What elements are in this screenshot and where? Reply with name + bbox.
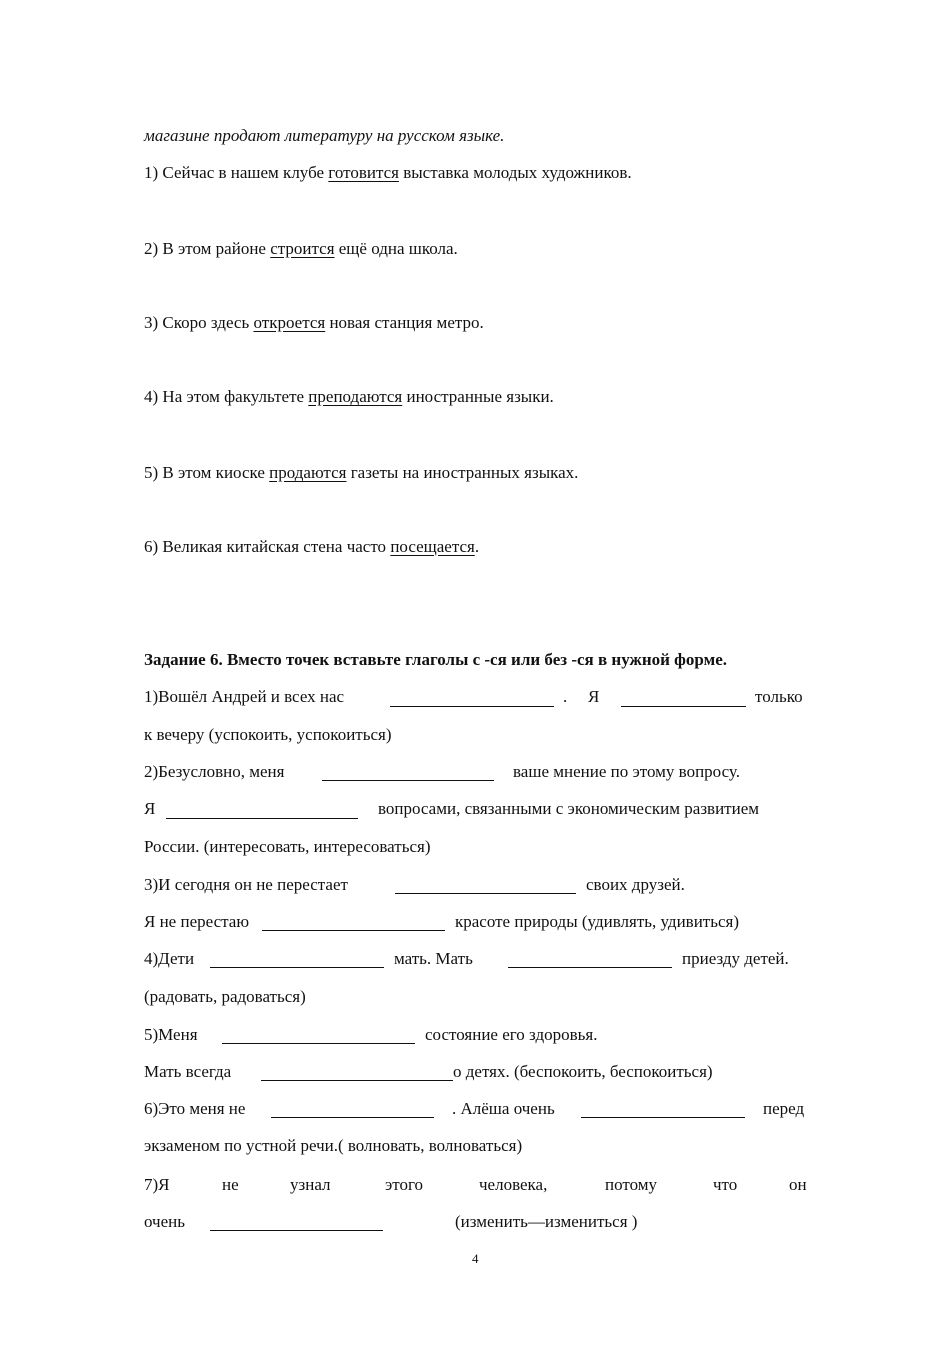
t12-mid: . Алёша очень	[452, 1099, 555, 1118]
t8-mid: мать. Мать	[394, 949, 473, 968]
intro-text: магазине продают литературу на русском языке.	[144, 126, 505, 145]
t6-text: 3)И сегодня он не перестает	[144, 875, 348, 894]
answer-blank[interactable]	[261, 1080, 453, 1081]
answer-blank[interactable]	[262, 930, 445, 931]
t14-w3: этого	[385, 1175, 424, 1194]
t1-end: только	[755, 687, 803, 706]
t10-end: состояние его здоровья.	[425, 1025, 598, 1044]
t11-end: о детях. (беспокоить, беспокоиться)	[453, 1062, 713, 1081]
answer-blank[interactable]	[322, 780, 494, 781]
verb: готовится	[328, 163, 399, 182]
sentence-2: 2) В этом районе строится ещё одна школа.	[144, 239, 458, 258]
t15-end: (изменить—измениться )	[455, 1212, 638, 1231]
t14-w0: 7)Я	[144, 1175, 170, 1194]
t15-text: очень	[144, 1212, 186, 1231]
answer-blank[interactable]	[581, 1117, 745, 1118]
t14-w5: потому	[605, 1175, 658, 1194]
answer-blank[interactable]	[395, 893, 576, 894]
answer-blank[interactable]	[166, 818, 358, 819]
t1-ya: Я	[588, 687, 600, 706]
t3-text: 2)Безусловно, меня	[144, 762, 285, 781]
verb: преподаются	[308, 387, 403, 406]
answer-blank[interactable]	[271, 1117, 434, 1118]
answer-blank[interactable]	[508, 967, 672, 968]
answer-blank[interactable]	[390, 706, 554, 707]
sentence-3: 3) Скоро здесь откроется новая станция метро.	[144, 313, 484, 332]
t5-text: России. (интересовать, интересоваться)	[144, 837, 431, 856]
sentence-5: 5) В этом киоске продаются газеты на иностранных языках.	[144, 463, 579, 482]
t6-end: своих друзей.	[586, 875, 685, 894]
t1-text: 1)Вошёл Андрей и всех нас	[144, 687, 345, 706]
t14-w4: человека,	[479, 1175, 548, 1194]
t4-text: Я	[144, 799, 156, 818]
t14-w7: он	[789, 1175, 807, 1194]
t7-end: красоте природы (удивлять, удивиться)	[455, 912, 740, 931]
t14-w2: узнал	[290, 1175, 331, 1194]
sentence-1: 1) Сейчас в нашем клубе готовится выставка молодых художников.	[144, 163, 632, 182]
t1-dot: .	[563, 687, 568, 706]
verb: продаются	[269, 463, 347, 482]
answer-blank[interactable]	[210, 1230, 383, 1231]
t8-end: приезду детей.	[682, 949, 789, 968]
verb: строится	[270, 239, 335, 258]
task-6-title: Задание 6. Вместо точек вставьте глаголы с -ся или без -ся в нужной форме.	[144, 650, 727, 669]
t14-w1: не	[222, 1175, 239, 1194]
t10-text: 5)Меня	[144, 1025, 198, 1044]
verb: посещается	[390, 537, 475, 556]
t11-text: Мать всегда	[144, 1062, 232, 1081]
answer-blank[interactable]	[222, 1043, 415, 1044]
t13-text: экзаменом по устной речи.( волновать, волноваться)	[144, 1136, 523, 1155]
t9-text: (радовать, радоваться)	[144, 987, 306, 1006]
t8-text: 4)Дети	[144, 949, 195, 968]
page-number: 4	[472, 1251, 479, 1266]
t12-end: перед	[763, 1099, 805, 1118]
t14-w6: что	[713, 1175, 738, 1194]
t7-text: Я не перестаю	[144, 912, 250, 931]
verb: откроется	[253, 313, 326, 332]
t2-text: к вечеру (успокоить, успокоиться)	[144, 725, 392, 744]
t3-end: ваше мнение по этому вопросу.	[513, 762, 740, 781]
answer-blank[interactable]	[210, 967, 384, 968]
sentence-6: 6) Великая китайская стена часто посещается.	[144, 537, 480, 556]
t4-end: вопросами, связанными с экономическим развитием	[378, 799, 759, 818]
sentence-4: 4) На этом факультете преподаются иностранные языки.	[144, 387, 554, 406]
answer-blank[interactable]	[621, 706, 746, 707]
t12-text: 6)Это меня не	[144, 1099, 246, 1118]
